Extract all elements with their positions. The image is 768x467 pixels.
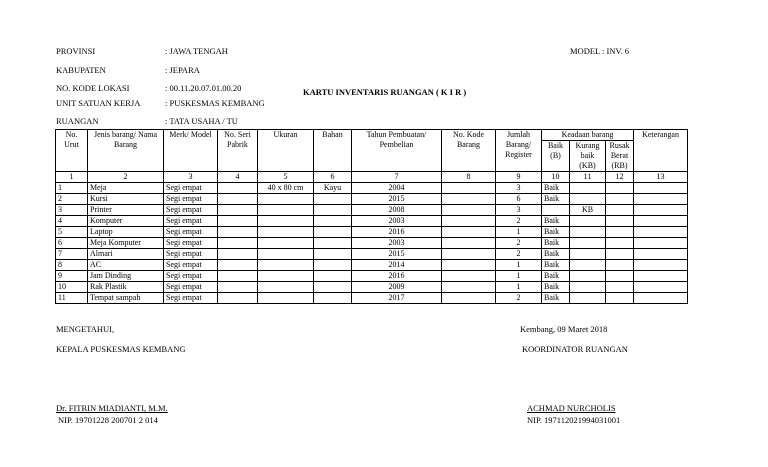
- cell-jumlah: 3: [496, 183, 542, 194]
- cell-merk: Segi empat: [164, 194, 218, 205]
- cell-baik: [542, 205, 570, 216]
- cell-tahun: 2015: [352, 194, 442, 205]
- cell-rusak: [606, 183, 634, 194]
- column-number: 3: [164, 172, 218, 183]
- cell-rusak: [606, 194, 634, 205]
- cell-kode: [442, 249, 496, 260]
- cell-tahun: 2015: [352, 249, 442, 260]
- cell-tahun: 2008: [352, 205, 442, 216]
- unit-value: : PUSKESMAS KEMBANG: [165, 98, 265, 108]
- kabupaten-value: : JEPARA: [165, 65, 200, 75]
- cell-rusak: [606, 205, 634, 216]
- cell-no: 3: [56, 205, 88, 216]
- cell-rusak: [606, 293, 634, 304]
- cell-baik: Baik: [542, 238, 570, 249]
- cell-ukuran: 40 x 80 cm: [258, 183, 314, 194]
- cell-no: 8: [56, 260, 88, 271]
- cell-tahun: 2017: [352, 293, 442, 304]
- kabupaten-label: KABUPATEN: [56, 65, 106, 75]
- cell-kurang: [570, 293, 606, 304]
- cell-ukuran: [258, 282, 314, 293]
- header-seri: No. Seri Pabrik: [218, 130, 258, 172]
- cell-baik: Baik: [542, 260, 570, 271]
- table-row: [56, 260, 688, 271]
- table-row: [56, 293, 688, 304]
- cell-ukuran: [258, 216, 314, 227]
- cell-bahan: [314, 282, 352, 293]
- cell-jumlah: 1: [496, 227, 542, 238]
- cell-kode: [442, 238, 496, 249]
- table-row: [56, 194, 688, 205]
- cell-kode: [442, 194, 496, 205]
- cell-nama: Laptop: [88, 227, 164, 238]
- cell-kode: [442, 271, 496, 282]
- cell-no: 6: [56, 238, 88, 249]
- column-number: 11: [570, 172, 606, 183]
- cell-jumlah: 1: [496, 271, 542, 282]
- table-row: [56, 249, 688, 260]
- cell-nama: Meja: [88, 183, 164, 194]
- cell-baik: Baik: [542, 271, 570, 282]
- ruangan-label: RUANGAN: [56, 116, 99, 126]
- cell-ket: [634, 227, 688, 238]
- cell-bahan: [314, 194, 352, 205]
- header-bahan: Bahan: [314, 130, 352, 172]
- model-label: MODEL : INV. 6: [570, 46, 630, 56]
- cell-bahan: [314, 260, 352, 271]
- cell-merk: Segi empat: [164, 216, 218, 227]
- cell-ket: [634, 216, 688, 227]
- cell-nama: AC: [88, 260, 164, 271]
- cell-seri: [218, 205, 258, 216]
- cell-seri: [218, 216, 258, 227]
- cell-jumlah: 3: [496, 205, 542, 216]
- right-signatory-nip: NIP. 197112021994031001: [527, 415, 621, 425]
- cell-ukuran: [258, 205, 314, 216]
- cell-seri: [218, 260, 258, 271]
- cell-nama: Kursi: [88, 194, 164, 205]
- cell-bahan: [314, 238, 352, 249]
- cell-baik: Baik: [542, 249, 570, 260]
- cell-rusak: [606, 227, 634, 238]
- cell-merk: Segi empat: [164, 282, 218, 293]
- cell-ket: [634, 183, 688, 194]
- column-number: 6: [314, 172, 352, 183]
- cell-kurang: [570, 271, 606, 282]
- provinsi-label: PROVINSI: [56, 46, 96, 56]
- column-number: 10: [542, 172, 570, 183]
- cell-no: 10: [56, 282, 88, 293]
- cell-bahan: Kayu: [314, 183, 352, 194]
- cell-no: 1: [56, 183, 88, 194]
- cell-tahun: 2016: [352, 227, 442, 238]
- cell-nama: Rak Plastik: [88, 282, 164, 293]
- header-baik: Baik (B): [542, 141, 570, 172]
- cell-ket: [634, 271, 688, 282]
- cell-baik: Baik: [542, 183, 570, 194]
- left-signatory-nip: NIP. 19701228 200701 2 014: [58, 415, 158, 425]
- cell-ukuran: [258, 238, 314, 249]
- cell-nama: Almari: [88, 249, 164, 260]
- cell-ket: [634, 249, 688, 260]
- cell-kode: [442, 293, 496, 304]
- cell-ket: [634, 282, 688, 293]
- cell-jumlah: 2: [496, 238, 542, 249]
- cell-nama: Meja Komputer: [88, 238, 164, 249]
- cell-jumlah: 1: [496, 282, 542, 293]
- cell-baik: Baik: [542, 216, 570, 227]
- column-number: 2: [88, 172, 164, 183]
- cell-merk: Segi empat: [164, 249, 218, 260]
- cell-ket: [634, 205, 688, 216]
- cell-tahun: 2003: [352, 216, 442, 227]
- header-kode: No. Kode Barang: [442, 130, 496, 172]
- header-no: No. Urut: [56, 130, 88, 172]
- cell-ukuran: [258, 271, 314, 282]
- cell-no: 7: [56, 249, 88, 260]
- document-title: KARTU INVENTARIS RUANGAN ( K I R ): [303, 87, 467, 97]
- column-number: 4: [218, 172, 258, 183]
- cell-seri: [218, 183, 258, 194]
- header-kurang-baik: Kurang baik (KB): [570, 141, 606, 172]
- cell-no: 11: [56, 293, 88, 304]
- cell-ukuran: [258, 249, 314, 260]
- cell-jumlah: 2: [496, 216, 542, 227]
- cell-kurang: [570, 183, 606, 194]
- cell-bahan: [314, 271, 352, 282]
- cell-seri: [218, 194, 258, 205]
- cell-jumlah: 6: [496, 194, 542, 205]
- cell-merk: Segi empat: [164, 293, 218, 304]
- cell-nama: Printer: [88, 205, 164, 216]
- cell-seri: [218, 249, 258, 260]
- cell-merk: Segi empat: [164, 183, 218, 194]
- cell-kode: [442, 260, 496, 271]
- cell-no: 2: [56, 194, 88, 205]
- header-jenis: Jenis barang/ Nama Barang: [88, 130, 164, 172]
- cell-kurang: [570, 238, 606, 249]
- cell-no: 5: [56, 227, 88, 238]
- cell-merk: Segi empat: [164, 260, 218, 271]
- provinsi-value: : JAWA TENGAH: [165, 46, 228, 56]
- cell-seri: [218, 293, 258, 304]
- cell-rusak: [606, 271, 634, 282]
- cell-nama: Jam Dinding: [88, 271, 164, 282]
- cell-jumlah: 1: [496, 260, 542, 271]
- header-tahun: Tahun Pembuatan/ Pembelian: [352, 130, 442, 172]
- cell-ket: [634, 260, 688, 271]
- cell-nama: Komputer: [88, 216, 164, 227]
- column-number: 9: [496, 172, 542, 183]
- cell-kode: [442, 216, 496, 227]
- cell-baik: Baik: [542, 293, 570, 304]
- cell-rusak: [606, 249, 634, 260]
- cell-jumlah: 2: [496, 293, 542, 304]
- table-row: [56, 216, 688, 227]
- cell-bahan: [314, 227, 352, 238]
- cell-tahun: 2016: [352, 271, 442, 282]
- cell-ukuran: [258, 293, 314, 304]
- cell-kurang: [570, 249, 606, 260]
- cell-merk: Segi empat: [164, 271, 218, 282]
- cell-kode: [442, 183, 496, 194]
- cell-rusak: [606, 282, 634, 293]
- header-keterangan: Keterangan: [634, 130, 688, 172]
- cell-seri: [218, 227, 258, 238]
- cell-rusak: [606, 238, 634, 249]
- cell-no: 4: [56, 216, 88, 227]
- place-date: Kembang, 09 Maret 2018: [520, 324, 608, 334]
- header-merk: Merk/ Model: [164, 130, 218, 172]
- table-row: [56, 282, 688, 293]
- cell-rusak: [606, 216, 634, 227]
- cell-kurang: [570, 216, 606, 227]
- cell-ket: [634, 293, 688, 304]
- mengetahui-label: MENGETAHUI,: [56, 324, 115, 334]
- table-row: [56, 238, 688, 249]
- cell-tahun: 2003: [352, 238, 442, 249]
- cell-merk: Segi empat: [164, 238, 218, 249]
- cell-baik: Baik: [542, 227, 570, 238]
- cell-seri: [218, 271, 258, 282]
- cell-kode: [442, 205, 496, 216]
- cell-kode: [442, 227, 496, 238]
- header-ukuran: Ukuran: [258, 130, 314, 172]
- cell-no: 9: [56, 271, 88, 282]
- cell-merk: Segi empat: [164, 205, 218, 216]
- column-number-row: [56, 172, 688, 183]
- column-number: 12: [606, 172, 634, 183]
- cell-seri: [218, 238, 258, 249]
- column-number: 1: [56, 172, 88, 183]
- cell-ukuran: [258, 194, 314, 205]
- cell-ukuran: [258, 260, 314, 271]
- cell-kode: [442, 282, 496, 293]
- left-signatory-name: Dr. FITRIN MIADIANTI, M.M.: [56, 403, 168, 413]
- cell-ket: [634, 238, 688, 249]
- cell-bahan: [314, 216, 352, 227]
- cell-tahun: 2004: [352, 183, 442, 194]
- cell-bahan: [314, 293, 352, 304]
- cell-ukuran: [258, 227, 314, 238]
- cell-tahun: 2009: [352, 282, 442, 293]
- cell-baik: Baik: [542, 194, 570, 205]
- cell-nama: Tempat sampah: [88, 293, 164, 304]
- inventory-table: [55, 129, 688, 304]
- table-row: [56, 227, 688, 238]
- cell-seri: [218, 282, 258, 293]
- table-row: [56, 271, 688, 282]
- ruangan-value: : TATA USAHA / TU: [165, 116, 238, 126]
- cell-kurang: [570, 227, 606, 238]
- unit-label: UNIT SATUAN KERJA: [56, 98, 141, 108]
- right-signatory-name: ACHMAD NURCHOLIS: [527, 403, 616, 413]
- column-number: 5: [258, 172, 314, 183]
- table-row: [56, 183, 688, 194]
- cell-jumlah: 2: [496, 249, 542, 260]
- cell-ket: [634, 194, 688, 205]
- header-jumlah: Jumlah Barang/ Register: [496, 130, 542, 172]
- column-number: 13: [634, 172, 688, 183]
- kode-lokasi-label: NO. KODE LOKASI: [56, 83, 130, 93]
- cell-tahun: 2014: [352, 260, 442, 271]
- cell-bahan: [314, 205, 352, 216]
- cell-kurang: [570, 282, 606, 293]
- header-keadaan: Keadaan barang: [542, 130, 634, 141]
- cell-rusak: [606, 260, 634, 271]
- cell-kurang: KB: [570, 205, 606, 216]
- cell-merk: Segi empat: [164, 227, 218, 238]
- kode-lokasi-value: : 00.11.20.07.01.00.20: [165, 83, 242, 93]
- cell-baik: Baik: [542, 282, 570, 293]
- kepala-label: KEPALA PUSKESMAS KEMBANG: [56, 344, 186, 354]
- koordinator-label: KOORDINATOR RUANGAN: [522, 344, 628, 354]
- column-number: 8: [442, 172, 496, 183]
- cell-kurang: [570, 260, 606, 271]
- cell-bahan: [314, 249, 352, 260]
- table-row: [56, 205, 688, 216]
- header-rusak-berat: Rusak Berat (RB): [606, 141, 634, 172]
- cell-kurang: [570, 194, 606, 205]
- column-number: 7: [352, 172, 442, 183]
